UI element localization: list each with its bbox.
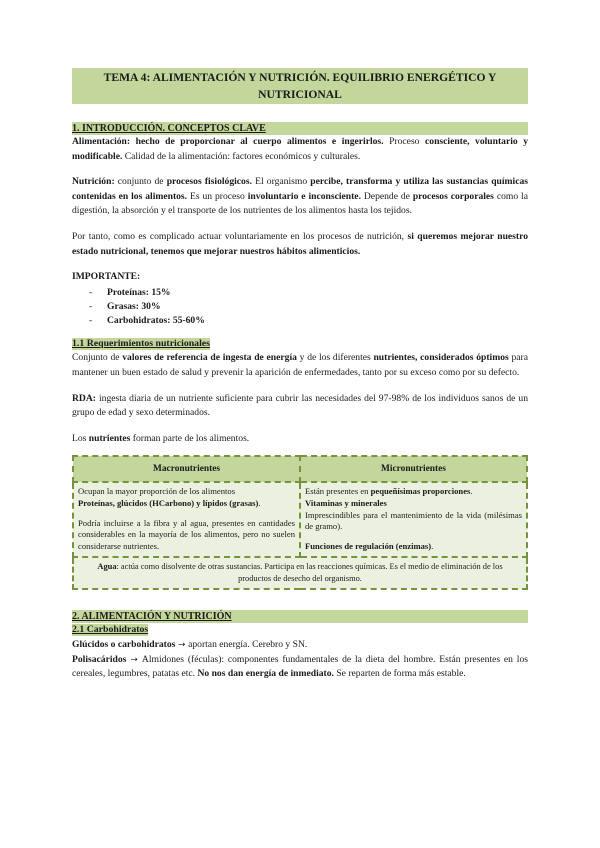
bold-text: si queremos mejorar nuestro estado nutricional, tenemos que mejorar nuestros hábitos alimenticios. [72,230,528,257]
micro-line [305,541,522,553]
page-title: TEMA 4: ALIMENTACIÓN Y NUTRICIÓN. EQUILIBRIO ENERGÉTICO Y NUTRICIONAL [72,68,528,104]
text: aportan energía. Cerebro y SN. [188,639,308,651]
importante-list [72,286,528,328]
text: para mantener un buen estado de salud y prevenir la aparición de enfermedades, tanto por su exceso como por su defecto. [72,352,528,378]
section-heading-alimentacion-nutricion: 2. ALIMENTACIÓN Y NUTRICIÓN [72,610,528,623]
bold-text: procesos fisiológicos. [166,176,252,188]
text: conjunto de [114,176,167,188]
table-cell-micronutrientes [300,482,527,557]
bold-text: nutrientes, considerados óptimos [373,352,509,364]
text: como la digestión, la absorción y el transporte de los nutrientes de los alimentos hasta los tejidos. [72,190,528,217]
micro-line [305,498,522,510]
macro-line [78,498,295,510]
micro-line [305,486,522,498]
table-cell-agua [73,557,527,589]
text: Ocupan la mayor proporción de los alimentos [78,486,236,497]
text: . [258,497,261,508]
text: ingesta diaria de un nutriente suficiente para cubrir las necesidades del 97-98% de los individuos sanos de un grupo de edad y sexo determinados. [72,392,528,419]
paragraph-alimentacion [72,135,528,164]
bold-text: Proteínas, glúcidos (HCarbono) y lípidos (grasas) [78,497,259,508]
text: forman parte de los alimentos. [130,432,250,444]
bold-text: procesos corporales [412,190,494,202]
paragraph-rda [72,392,528,421]
text: Es un proceso [187,190,248,202]
paragraph-requerimientos [72,351,528,380]
text: Proceso [383,136,426,147]
paragraph-glucidos [72,638,528,653]
subsection-heading-requerimientos: 1.1 Requerimientos nutricionales [72,337,210,349]
text: Almidones (féculas): componentes fundamentales de la dieta del hombre. Están presentes en los cereales, legumbres, patatas etc. [72,653,528,680]
text: Calidad de la alimentación: factores económicos y culturales. [122,150,361,162]
list-item: - Carbohidratos: 55-60% [89,314,528,328]
bold-text: percibe, transforma y utiliza las sustancias químicas contenidas en los alimentos. [72,176,528,202]
text: . [431,540,434,551]
table-header-macronutrientes: Macronutrientes [73,456,300,482]
list-item: - Proteínas: 15% [89,286,528,300]
bold-text: Glúcidos o carbohidratos [72,639,176,651]
text: Conjunto de [72,352,123,364]
bold-text: No nos dan energía de inmediato. [197,668,334,680]
term-alimentacion: Alimentación: [72,136,131,147]
bold-text: Polisacáridos [72,653,127,665]
text: Los [72,432,89,444]
term-nutricion: Nutrición: [72,176,115,188]
nutrients-table [72,455,528,590]
document-page [72,68,528,682]
list-item: - Grasas: 30% [89,300,528,314]
bold-text: pequeñísimas proporciones [370,486,471,497]
text: Podría incluirse a la fibra y al agua, presentes en cantidades considerables en la mayoría de los alimentos, pero no suelen considerarse nutrientes. [78,517,295,551]
arrow-icon: → [175,640,189,651]
table-cell-macronutrientes [73,482,300,557]
text: IMPORTANTE: [72,271,141,283]
bold-text: valores de referencia de ingesta de energía [122,352,297,364]
paragraph-polisacaridos [72,653,528,682]
importante-label [72,270,528,285]
text: Están presentes en [305,486,371,497]
bold-text: Funciones de regulación (enzimas) [305,540,432,551]
section-heading-introduccion: 1. INTRODUCCIÓN. CONCEPTOS CLAVE [72,122,528,135]
text: Depende de [360,190,413,202]
bold-text: consciente, voluntario y modificable. [72,136,529,162]
arrow-icon: → [126,654,142,665]
paragraph-nutricion [72,175,528,219]
bold-text: nutrientes [88,432,131,444]
text: El organismo [252,176,311,188]
bold-text: Agua [97,562,117,572]
text: : actúa como disolvente de otras sustancias. Participa en las reacciones químicas. Es el medio de eliminación de los productos de desecho del organismo. [116,562,503,583]
text: Imprescindibles para el mantenimiento de la vida (milésimas de gramo). [305,509,522,532]
text: . [470,486,473,497]
text: Por tanto, como es complicado actuar voluntariamente en los procesos de nutrición, [72,230,408,242]
term-rda: RDA: [72,392,96,404]
paragraph-nutrientes [72,432,528,447]
table-header-micronutrientes: Micronutrientes [300,456,527,482]
paragraph-por-tanto [72,230,528,259]
bold-text: involuntario e inconsciente. [247,190,361,202]
subsection-heading-carbohidratos: 2.1 Carbohidratos [72,624,149,636]
bold-text: Vitaminas y minerales [305,497,387,508]
text: Se reparten de forma más estable. [333,668,466,680]
text: y de los diferentes [296,352,374,364]
bold-text: hecho de proporcionar al cuerpo alimentos e ingerirlos. [135,136,384,147]
